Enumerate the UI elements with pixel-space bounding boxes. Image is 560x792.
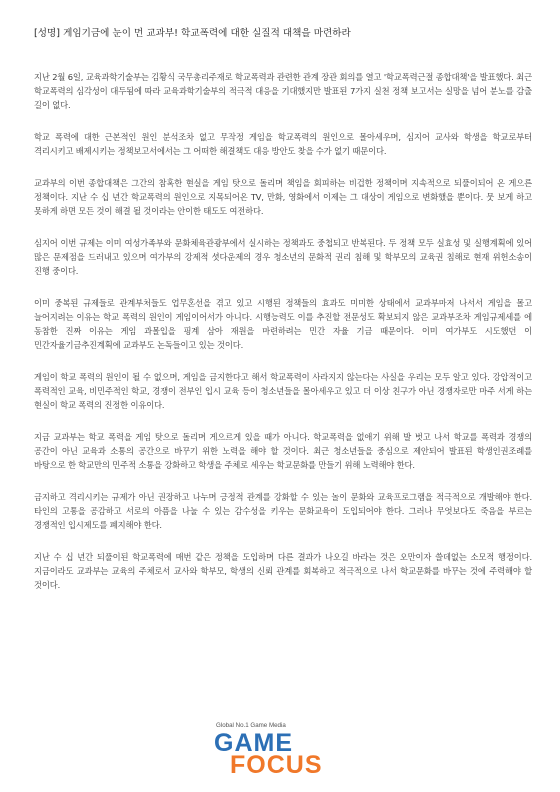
- statement-title: [성명] 게임기금에 눈이 먼 교과부! 학교폭력에 대한 실질적 대책을 마련하라: [34, 28, 351, 39]
- logo-tagline: Global No.1 Game Media: [216, 722, 286, 729]
- paragraph-1: 지난 2월 6일, 교육과학기술부는 김황식 국무총리주재로 학교폭력과 관련한 관계 장관 회의를 열고 '학교폭력근절 종합대책'을 발표했다. 최근 학교폭력의 심각성이 대두됨에 따라 교육과학기술부의 적극적 대응을 기대했지만 발표된 7가지 실천 정책 보고서는 실망을 넘어 분노를 감출 길이 없다.: [34, 72, 532, 110]
- paragraph-8: 금지하고 격리시키는 규제가 아닌 권장하고 나누며 긍정적 관계를 강화할 수 있는 놀이 문화와 교육프로그램을 적극적으로 개발해야 한다. 타인의 고통을 공감하고 서로의 아픔을 나눌 수 있는 감수성을 키우는 문화교육이 도입되어야 한다. 그러나 무엇보다도 죽음을 부르는 경쟁적인 입시제도를 폐지해야 한다.: [34, 492, 532, 530]
- paragraph-7: 지금 교과부는 학교 폭력을 게임 탓으로 돌리며 게으르게 있을 때가 아니다. 학교폭력을 없애기 위해 발 벗고 나서 학교를 폭력과 경쟁의 공간이 아닌 교육과 소통의 공간으로 바꾸기 위한 노력을 해야 할 것이다. 최근 청소년들을 중심으로 제안되어 발표된 학생인권조례를 바탕으로 한 학교만의 민주적 소통을 강화하고 학생을 주체로 세우는 학교문화를 만들기 위해 노력해야 한다.: [34, 432, 532, 470]
- paragraph-5: 이미 중복된 규제들로 관계부처들도 업무혼선을 겪고 있고 시행된 정책들의 효과도 미미한 상태에서 교과부마저 나서서 게임을 몰고 늘어지려는 이유는 학교 폭력의 원인이 게임이어서가 아니다. 시행능력도 이를 추진할 전문성도 확보되지 않은 교과부조차 게임규제세를 에 동참한 진짜 이유는 게임 과몰입을 핑계 삼아 재원을 마련하려는 민간 자율 기금 때문이다. 이미 여가부도 시도했던 이 민간자율기금추진계획에 교과부도 논독들이고 있는 것이다.: [34, 298, 532, 350]
- logo-word-game: GAME: [214, 729, 293, 757]
- gamefocus-logo: [210, 722, 352, 780]
- logo-word-focus: FOCUS: [230, 751, 323, 779]
- paragraph-4: 심지어 이번 규제는 이미 여성가족부와 문화체육관광부에서 실시하는 정책과도 중첩되고 반복된다. 두 정책 모두 실효성 및 실행계획에 있어 많은 문제점을 드러내고 있으며 여가부의 강제적 셧다운제의 경우 청소년의 문화적 권리 침해 및 학부모의 교육권 침해로 현재 위헌소송이 진행 중이다.: [34, 238, 532, 276]
- paragraph-3: 교과부의 이번 종합대책은 그간의 참혹한 현실을 게임 탓으로 돌리며 책임을 회피하는 비겁한 정책이며 지속적으로 되풀이되어 온 게으른 정책이다. 지난 수 십 년간 학교폭력의 원인으로 지목되어온 TV, 만화, 영화에서 이제는 그 대상이 게임으로 변화했을 뿐이다. 뭇 보게 하고 못하게 하면 모든 것이 해결 될 것이라는 안이한 태도도 여전하다.: [34, 178, 532, 216]
- statement-body: [34, 70, 532, 610]
- paragraph-6: 게임이 학교 폭력의 원인이 될 수 없으며, 게임을 금지한다고 해서 학교폭력이 사라지지 않는다는 사실을 우리는 모두 알고 있다. 강압적이고 폭력적인 교육, 비민주적인 학교, 경쟁이 전부인 입시 교육 등이 청소년들을 몰아세우고 있고 더 이상 친구가 아닌 경쟁자로만 마주 서게 하는 현실이 학교 폭력의 진정한 이유이다.: [34, 372, 532, 410]
- paragraph-2: 학교 폭력에 대한 근본적인 원인 분석조차 없고 무작정 게임을 학교폭력의 원인으로 몰아세우며, 심지어 교사와 학생을 학교로부터 격리시키고 배제시키는 정책보고서에서는 그 어떠한 해결책도 대응 방안도 찾을 수가 없기 때문이다.: [34, 132, 532, 156]
- paragraph-9: 지난 수 십 년간 되풀이된 학교폭력에 매번 같은 정책을 도입하며 다른 결과가 나오길 바라는 것은 오만이자 쓸데없는 소모적 행정이다. 지금이라도 교과부는 교육의 주체로서 교사와 학부모, 학생의 신뢰 관계를 회복하고 적극적으로 나서 학교문화를 바꾸는 것에 주력해야 할 것이다.: [34, 552, 532, 590]
